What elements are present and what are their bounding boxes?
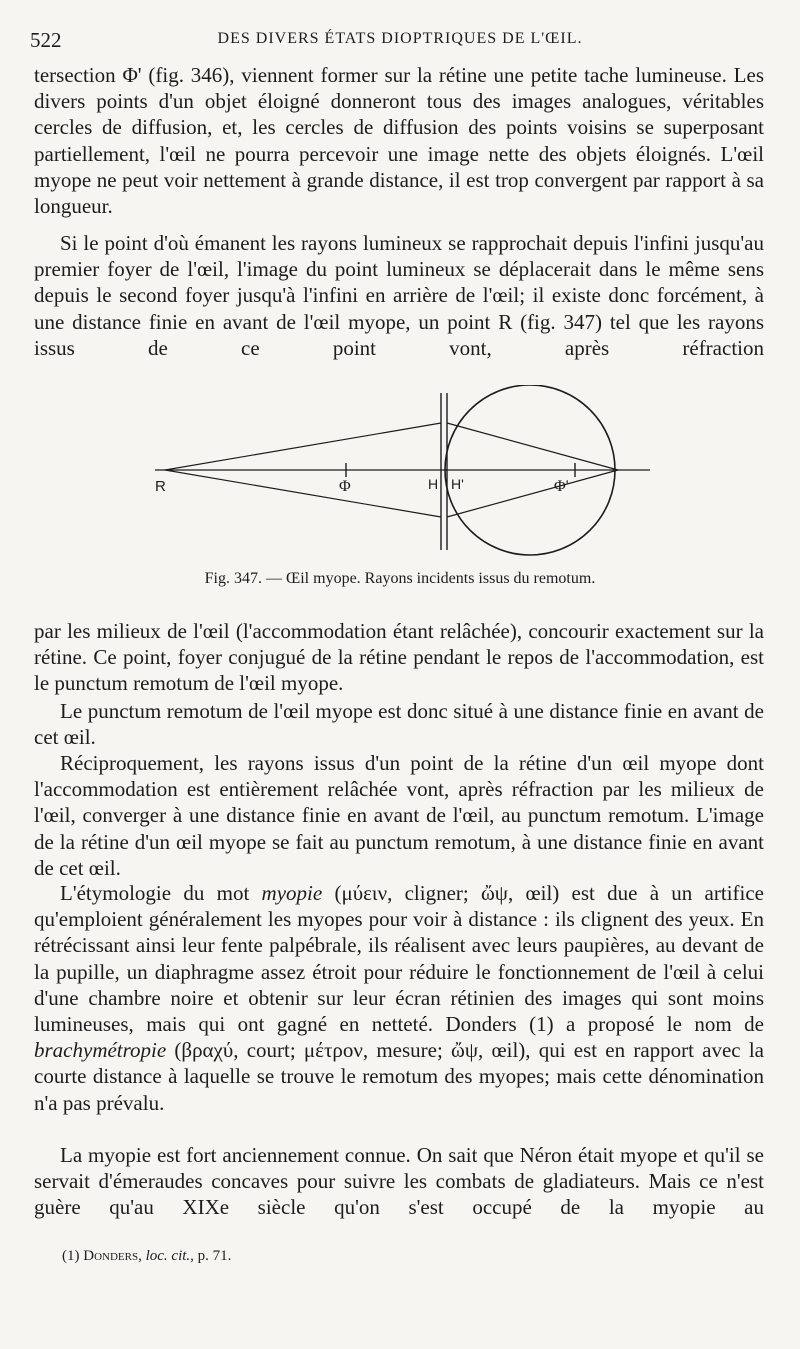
- figure-347: [150, 385, 650, 565]
- paragraph-5: Réciproquement, les rayons issus d'un point de la rétine d'un œil myope dont l'accommodation est entièrement relâchée vont, après réfraction par les milieux de l'œil, converger à une distance finie en avant de l'œil, au punctum remotum. L'image de la rétine d'un œil myope se fait au punctum remotum, à une distance finie en avant de cet œil.: [34, 751, 764, 880]
- term-brachymetropie: brachymétropie: [34, 1038, 167, 1063]
- paragraph-etymology: [34, 880, 764, 1116]
- figure-caption: Fig. 347. — Œil myope. Rayons incidents issus du remotum.: [204, 570, 596, 587]
- footnote-page: p. 71.: [197, 1248, 232, 1264]
- footnote-marker: (1): [62, 1248, 80, 1264]
- refracted-ray-lower: [447, 470, 618, 517]
- incident-ray-upper: [165, 423, 441, 470]
- footnote: [62, 1248, 231, 1265]
- etymology-text-2: (μύειν, cligner; ὤψ, œil) est due à un artifice qu'emploient généralement les myopes pour voir à distance : ils clignent des yeux. En rétrécissant ainsi leur fente palpébrale, ils réalisent avec leurs paupières, au devant de la pupille, un diaphragme assez étroit pour réduire le fonctionnement de l'œil à celui d'une chambre noire et obtenir sur leur écran rétinien des images qui sont moins lumineuses, mais qui ont gagné en netteté. Donders (1) a proposé le nom de: [34, 881, 765, 1037]
- incident-ray-lower: [165, 470, 441, 517]
- eye-diagram: [150, 385, 650, 565]
- running-head: DES DIVERS ÉTATS DIOPTRIQUES DE L'ŒIL.: [217, 30, 583, 47]
- page-number: 522: [30, 28, 62, 52]
- label-phi: Φ: [339, 478, 351, 495]
- label-h: H: [428, 476, 439, 492]
- label-h-prime: H': [451, 476, 464, 492]
- paragraph-history: La myopie est fort anciennement connue. On sait que Néron était myope et qu'il se servait d'émeraudes concaves pour suivre les combats de gladiateurs. Mais ce n'est guère qu'au XIXe siècle qu'on s'est occupé de la myopie au: [34, 1143, 764, 1220]
- label-phi-prime: Φ': [554, 478, 569, 495]
- paragraph-1: tersection Φ' (fig. 346), viennent former sur la rétine une petite tache lumineuse. Les divers points d'un objet éloigné donneront tous des images analogues, véritables cercles de diffusion, et, les cercles de diffusion des points voisins se superposant partiellement, l'œil ne pourra percevoir une image nette des objets éloignés. L'œil myope ne peut voir nettement à grande distance, il est trop convergent par rapport à sa longueur.: [34, 63, 764, 219]
- term-myopie: myopie: [261, 881, 323, 905]
- etymology-text-1: L'étymologie du mot: [60, 881, 262, 905]
- paragraph-4: Le punctum remotum de l'œil myope est donc situé à une distance finie en avant de cet œil.: [34, 699, 764, 750]
- paragraph-2: Si le point d'où émanent les rayons lumineux se rapprochait depuis l'infini jusqu'au premier foyer de l'œil, l'image du point lumineux se déplacerait dans le même sens depuis le second foyer jusqu'à l'infini en arrière de l'œil; il existe donc forcément, à une distance finie en avant de l'œil myope, un point R (fig. 347) tel que les rayons issus de ce point vont, après réfraction: [34, 231, 764, 360]
- refracted-ray-upper: [447, 423, 618, 470]
- etymology-text-3: (βραχύ, court; μέτρον, mesure; ὤψ, œil), qui est en rapport avec la courte distance à laquelle se trouve le remotum des myopes; mais cette dénomination n'a pas prévalu.: [34, 1038, 764, 1115]
- page-header: [30, 28, 770, 58]
- paragraph-3: par les milieux de l'œil (l'accommodation étant relâchée), concourir exactement sur la rétine. Ce point, foyer conjugué de la rétine pendant le repos de l'accommodation, est le punctum remotum de l'œil myope.: [34, 619, 764, 696]
- label-r: R: [155, 478, 166, 495]
- footnote-author: Donders,: [83, 1248, 142, 1264]
- footnote-ref: loc. cit.,: [145, 1248, 194, 1264]
